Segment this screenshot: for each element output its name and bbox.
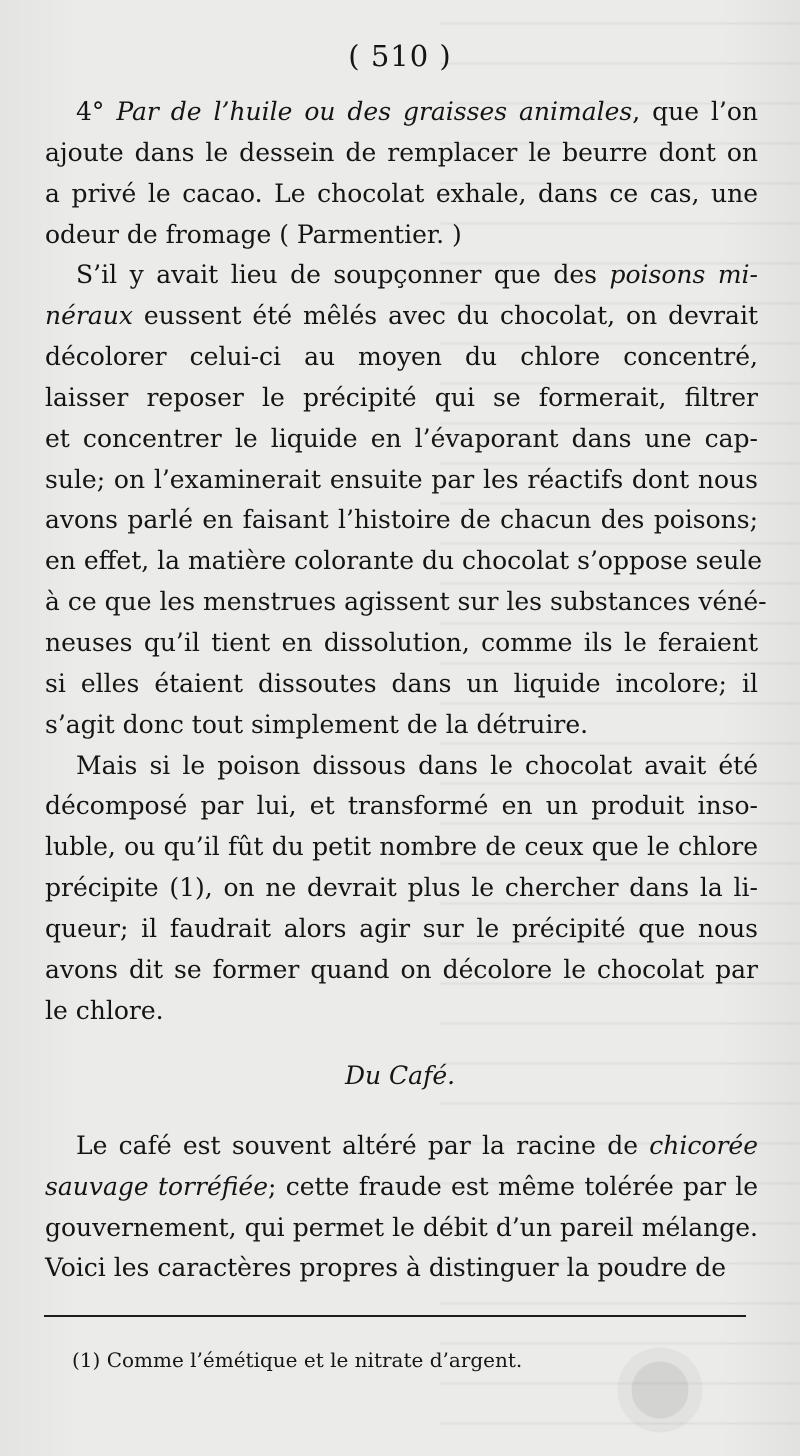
- text-line: [45, 296, 758, 337]
- text-segment: décolorer celui-ci au moyen du chlore concentré,: [45, 342, 758, 372]
- text-segment: s’agit donc tout simplement de la détruire.: [45, 709, 589, 739]
- text-segment: S’il y avait lieu de soupçonner que des: [76, 260, 610, 290]
- text-segment: en effet, la matière colorante du chocolat s’oppose seule: [45, 546, 763, 576]
- main-text-block: [45, 92, 767, 1031]
- text-line: [45, 623, 758, 664]
- text-segment: précipite (1), on ne devrait plus le chercher dans la li-: [45, 873, 758, 903]
- text-segment: eussent été mêlés avec du chocolat, on devrait: [132, 301, 758, 331]
- text-line: [45, 460, 758, 501]
- text-line: [45, 255, 758, 296]
- text-segment: à ce que les menstrues agissent sur les substances véné-: [45, 587, 767, 617]
- section-text-block: [45, 1126, 758, 1289]
- text-line: [45, 950, 758, 991]
- text-line: [45, 92, 758, 133]
- text-segment: , que l’on: [632, 97, 758, 126]
- text-line: [45, 1208, 758, 1249]
- text-line: [45, 827, 758, 868]
- text-line: [45, 215, 758, 256]
- text-segment: avons dit se former quand on décolore le chocolat par: [45, 954, 758, 984]
- text-line: [45, 500, 758, 541]
- text-segment: odeur de fromage ( Parmentier. ): [45, 219, 462, 249]
- text-segment: Le café est souvent altéré par la racine de: [76, 1131, 650, 1160]
- text-segment: ; cette fraude est même tolérée par le: [268, 1171, 758, 1201]
- text-segment: et concentrer le liquide en l’évaporant dans une cap-: [45, 423, 758, 453]
- text-segment: décomposé par lui, et transformé en un produit inso-: [45, 791, 758, 821]
- text-segment: Mais si le poison dissous dans le chocolat avait été: [76, 750, 758, 780]
- italic-text-segment: sauvage torréfiée: [45, 1171, 269, 1201]
- text-segment: ajoute dans le dessein de remplacer le beurre dont on: [45, 137, 758, 167]
- text-line: [45, 1167, 758, 1208]
- text-line: [45, 133, 758, 174]
- text-line: [45, 786, 758, 827]
- footnote-separator: [44, 1315, 746, 1317]
- text-line: [45, 541, 763, 582]
- italic-text-segment: poisons mi-: [609, 260, 758, 290]
- text-line: [45, 1126, 758, 1167]
- text-segment: le chlore.: [45, 995, 164, 1025]
- text-segment: avons parlé en faisant l’histoire de chacun des poisons;: [45, 505, 758, 535]
- text-line: [45, 1248, 758, 1289]
- text-line: [45, 909, 758, 950]
- text-line: [45, 991, 758, 1032]
- text-line: [45, 705, 758, 746]
- text-line: [45, 582, 767, 623]
- text-segment: 4°: [76, 97, 117, 126]
- text-segment: queur; il faudrait alors agir sur le précipité que nous: [45, 913, 758, 943]
- text-segment: laisser reposer le précipité qui se formerait, filtrer: [45, 382, 758, 412]
- section-title: Du Café.: [344, 1061, 456, 1090]
- text-line: [45, 868, 758, 909]
- text-segment: sule; on l’examinerait ensuite par les réactifs dont nous: [45, 464, 758, 494]
- text-segment: gouvernement, qui permet le débit d’un pareil mélange.: [45, 1212, 758, 1242]
- italic-text-segment: Par de l’huile ou des graisses animales: [116, 97, 633, 126]
- text-line: [45, 337, 758, 378]
- page-number: ( 510 ): [348, 39, 452, 73]
- text-line: [45, 664, 758, 705]
- text-line: [45, 378, 758, 419]
- text-line: [45, 174, 758, 215]
- text-line: [45, 419, 758, 460]
- text-segment: si elles étaient dissoutes dans un liquide incolore; il: [45, 668, 758, 698]
- text-line: [45, 746, 758, 787]
- text-segment: neuses qu’il tient en dissolution, comme ils le feraient: [45, 627, 758, 657]
- text-segment: Voici les caractères propres à distinguer la poudre de: [45, 1253, 727, 1283]
- text-segment: a privé le cacao. Le chocolat exhale, dans ce cas, une: [45, 178, 758, 208]
- text-segment: luble, ou qu’il fût du petit nombre de ceux que le chlore: [45, 832, 758, 862]
- italic-text-segment: chicorée: [649, 1131, 758, 1160]
- footnote: (1) Comme l’émétique et le nitrate d’argent.: [72, 1348, 523, 1372]
- italic-text-segment: néraux: [45, 301, 133, 331]
